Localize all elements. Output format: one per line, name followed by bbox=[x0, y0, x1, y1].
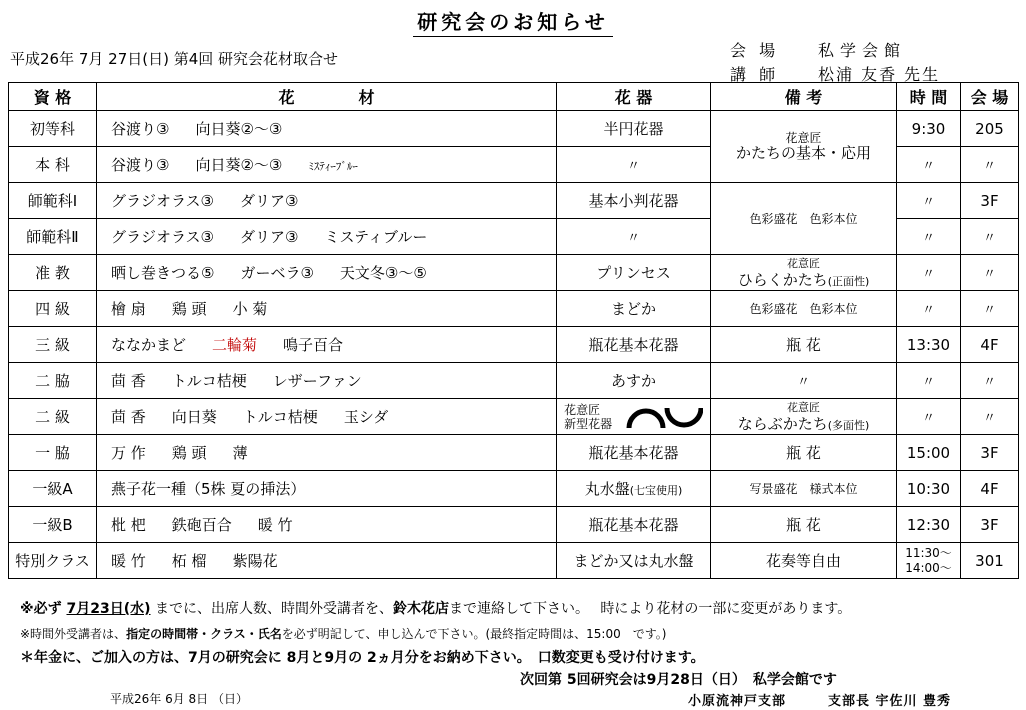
time-line: 14:00〜 bbox=[905, 560, 952, 575]
flowers-cell bbox=[97, 543, 557, 579]
vase-cell: 瓶花基本花器 bbox=[557, 507, 711, 543]
vase-line: 新型花器 bbox=[564, 416, 613, 431]
time-cell: 9:30 bbox=[897, 111, 961, 147]
table-row bbox=[9, 291, 1019, 327]
note-cell: 花奏等自由 bbox=[711, 543, 897, 579]
flower-item: 小 菊 bbox=[232, 300, 268, 318]
grade-cell: 一級B bbox=[9, 507, 97, 543]
flowers-cell bbox=[97, 219, 557, 255]
room-cell: 〃 bbox=[961, 255, 1019, 291]
flowers-cell bbox=[97, 111, 557, 147]
flower-item: 暖 竹 bbox=[111, 552, 146, 570]
flowers-cell bbox=[97, 471, 557, 507]
flower-item: トルコ桔梗 bbox=[171, 372, 247, 390]
flowers-cell bbox=[97, 363, 557, 399]
header-flowers: 花 材 bbox=[97, 83, 557, 111]
note-cell: 〃 bbox=[711, 363, 897, 399]
table-row bbox=[9, 471, 1019, 507]
note-cell bbox=[711, 111, 897, 183]
room-cell: 4F bbox=[961, 327, 1019, 363]
flower-item: 万 作 bbox=[111, 444, 146, 462]
note-line: ひらくかたち(正面性) bbox=[737, 271, 870, 289]
note-cell bbox=[711, 399, 897, 435]
grade-cell: 師範科Ⅰ bbox=[9, 183, 97, 219]
vase-cell: 半円花器 bbox=[557, 111, 711, 147]
note-cell: 瓶 花 bbox=[711, 327, 897, 363]
flower-item: ダリア③ bbox=[240, 192, 299, 210]
header-notes: 備 考 bbox=[711, 83, 897, 111]
flower-item: ﾐｽﾃｨｰﾌﾞﾙｰ bbox=[308, 160, 358, 173]
room-cell: 〃 bbox=[961, 147, 1019, 183]
grade-cell: 初等科 bbox=[9, 111, 97, 147]
flower-item: 枇 杷 bbox=[111, 516, 146, 534]
grade-cell: 二 級 bbox=[9, 399, 97, 435]
grade-cell: 二 脇 bbox=[9, 363, 97, 399]
time-line: 11:30〜 bbox=[905, 545, 952, 560]
next-meeting-notice: 次回第 5回研究会は9月28日（日） 私学会館です bbox=[520, 672, 837, 688]
flower-item: 薄 bbox=[232, 444, 248, 462]
header-vase: 花 器 bbox=[557, 83, 711, 111]
flower-item: 紫陽花 bbox=[232, 552, 278, 570]
branch-signature: 小原流神戸支部 支部長 宇佐川 豊秀 bbox=[688, 694, 952, 709]
pension-notice: ＊年金に、ご加入の方は、7月の研究会に 8月と9月の 2ヵ月分をお納め下さい。 口数変更も受け付けます。 bbox=[20, 650, 705, 666]
table-row bbox=[9, 255, 1019, 291]
time-cell: 15:00 bbox=[897, 435, 961, 471]
flower-item: ななかまど bbox=[111, 336, 187, 354]
flower-item: ミスティブルー bbox=[324, 228, 428, 246]
flower-item: 柘 榴 bbox=[171, 552, 207, 570]
flower-item: グラジオラス③ bbox=[111, 192, 214, 210]
grade-cell: 准 教 bbox=[9, 255, 97, 291]
flower-item: ダリア③ bbox=[240, 228, 299, 246]
grade-cell: 四 級 bbox=[9, 291, 97, 327]
grade-cell: 一級A bbox=[9, 471, 97, 507]
flower-item: 茴 香 bbox=[111, 372, 146, 390]
flower-item: 天文冬③〜⑤ bbox=[339, 264, 427, 282]
vase-cell: 瓶花基本花器 bbox=[557, 435, 711, 471]
time-cell: 13:30 bbox=[897, 327, 961, 363]
time-cell: 12:30 bbox=[897, 507, 961, 543]
deadline-date: 7月23日(水) bbox=[66, 601, 151, 617]
table-row bbox=[9, 399, 1019, 435]
flowers-cell bbox=[97, 291, 557, 327]
grade-cell: 三 級 bbox=[9, 327, 97, 363]
room-cell: 301 bbox=[961, 543, 1019, 579]
time-cell: 〃 bbox=[897, 363, 961, 399]
note-cell bbox=[711, 255, 897, 291]
room-cell: 〃 bbox=[961, 363, 1019, 399]
flower-item: 鶏 頭 bbox=[171, 300, 207, 318]
flower-item: 向日葵②〜③ bbox=[195, 156, 283, 174]
room-cell: 205 bbox=[961, 111, 1019, 147]
note-cell: 瓶 花 bbox=[711, 435, 897, 471]
table-row bbox=[9, 327, 1019, 363]
note-cell: 写景盛花 様式本位 bbox=[711, 471, 897, 507]
grade-cell: 師範科Ⅱ bbox=[9, 219, 97, 255]
table-row bbox=[9, 111, 1019, 147]
room-cell: 4F bbox=[961, 471, 1019, 507]
note-cell: 瓶 花 bbox=[711, 507, 897, 543]
flower-item: 鶏 頭 bbox=[171, 444, 207, 462]
flowers-cell bbox=[97, 255, 557, 291]
flowers-cell bbox=[97, 399, 557, 435]
time-cell: 〃 bbox=[897, 219, 961, 255]
note-cell: 色彩盛花 色彩本位 bbox=[711, 291, 897, 327]
table-row bbox=[9, 507, 1019, 543]
flower-item: 燕子花一種（5株 夏の挿法） bbox=[111, 480, 306, 498]
vase-cell: まどか bbox=[557, 291, 711, 327]
vase-cell bbox=[557, 399, 711, 435]
flower-item: 鳴子百合 bbox=[283, 336, 344, 354]
room-cell: 〃 bbox=[961, 399, 1019, 435]
room-cell: 3F bbox=[961, 183, 1019, 219]
vase-cell: プリンセス bbox=[557, 255, 711, 291]
grade-cell: 本 科 bbox=[9, 147, 97, 183]
note-line: かたちの基本・応用 bbox=[735, 144, 871, 162]
registration-notice: ※時間外受講者は、指定の時間帯・クラス・氏名を必ず明記して、申し込んで下さい。(最終指定時間は、15:00 です。) bbox=[20, 627, 667, 641]
table-row bbox=[9, 363, 1019, 399]
header-time: 時 間 bbox=[897, 83, 961, 111]
header-grade: 資 格 bbox=[9, 83, 97, 111]
table-row bbox=[9, 435, 1019, 471]
room-cell: 3F bbox=[961, 507, 1019, 543]
flower-item: レザーファン bbox=[272, 372, 362, 390]
flower-item: グラジオラス③ bbox=[111, 228, 214, 246]
instructor-label: 講 師 bbox=[730, 65, 780, 84]
time-cell: 〃 bbox=[897, 255, 961, 291]
vase-cell: 基本小判花器 bbox=[557, 183, 711, 219]
vase-cell: あすか bbox=[557, 363, 711, 399]
vase-cell: 瓶花基本花器 bbox=[557, 327, 711, 363]
flower-item: 檜 扇 bbox=[111, 300, 146, 318]
flower-item: 鉄砲百合 bbox=[171, 516, 232, 534]
meeting-subtitle: 平成26年 7月 27日(日) 第4回 研究会花材取合せ bbox=[10, 50, 339, 68]
vase-cell: まどか又は丸水盤 bbox=[557, 543, 711, 579]
time-cell: 〃 bbox=[897, 147, 961, 183]
note-line: 花意匠 bbox=[787, 401, 820, 414]
issue-date: 平成26年 6月 8日 （日） bbox=[110, 692, 248, 706]
grade-cell: 特別クラス bbox=[9, 543, 97, 579]
vase-cell: 丸水盤(七宝使用) bbox=[557, 471, 711, 507]
flower-item: 谷渡り③ bbox=[111, 120, 170, 138]
flower-shop-name: 鈴木花店 bbox=[392, 601, 449, 617]
time-cell: 〃 bbox=[897, 183, 961, 219]
flowers-cell bbox=[97, 435, 557, 471]
note-line: 花意匠 bbox=[787, 257, 820, 270]
flower-item: 晒し巻きつる⑤ bbox=[111, 264, 215, 282]
time-cell: 〃 bbox=[897, 291, 961, 327]
venue-value: 私学会館 bbox=[818, 41, 907, 60]
flowers-cell bbox=[97, 183, 557, 219]
page-title: 研究会のお知らせ bbox=[0, 6, 1026, 37]
flower-item: ガーベラ③ bbox=[240, 264, 314, 282]
flower-item: 暖 竹 bbox=[257, 516, 293, 534]
table-header-row bbox=[9, 83, 1019, 111]
flowers-cell bbox=[97, 147, 557, 183]
flower-item: トルコ桔梗 bbox=[242, 408, 318, 426]
grade-cell: 一 脇 bbox=[9, 435, 97, 471]
table-row bbox=[9, 543, 1019, 579]
vase-cell: 〃 bbox=[557, 219, 711, 255]
note-line: ならぶかたち(多面性) bbox=[737, 415, 870, 433]
flowers-cell bbox=[97, 327, 557, 363]
flower-item: 茴 香 bbox=[111, 408, 146, 426]
schedule-table bbox=[8, 82, 1019, 579]
flowers-cell bbox=[97, 507, 557, 543]
flower-item-highlight: 二輪菊 bbox=[212, 336, 258, 354]
room-cell: 〃 bbox=[961, 291, 1019, 327]
flower-item: 向日葵 bbox=[171, 408, 217, 426]
flower-item: 谷渡り③ bbox=[111, 156, 170, 174]
header-room: 会 場 bbox=[961, 83, 1019, 111]
note-cell: 色彩盛花 色彩本位 bbox=[711, 183, 897, 255]
time-cell: 〃 bbox=[897, 399, 961, 435]
flower-item: 玉シダ bbox=[343, 408, 389, 426]
contact-notice: ※必ず 7月23日(水) までに、出席人数、時間外受講者を、鈴木花店まで連絡して下さい。 時により花材の一部に変更があります。 bbox=[20, 601, 852, 617]
vase-cell: 〃 bbox=[557, 147, 711, 183]
time-cell: 10:30 bbox=[897, 471, 961, 507]
note-line: 花意匠 bbox=[785, 131, 822, 145]
time-cell bbox=[897, 543, 961, 579]
flower-item: 向日葵②〜③ bbox=[195, 120, 283, 138]
arc-vase-icon bbox=[625, 404, 703, 430]
vase-line: 花意匠 bbox=[564, 402, 601, 417]
table-row bbox=[9, 183, 1019, 219]
venue-label: 会 場 bbox=[730, 41, 780, 60]
room-cell: 〃 bbox=[961, 219, 1019, 255]
room-cell: 3F bbox=[961, 435, 1019, 471]
instructor-value: 松浦 友香 先生 bbox=[818, 65, 941, 84]
